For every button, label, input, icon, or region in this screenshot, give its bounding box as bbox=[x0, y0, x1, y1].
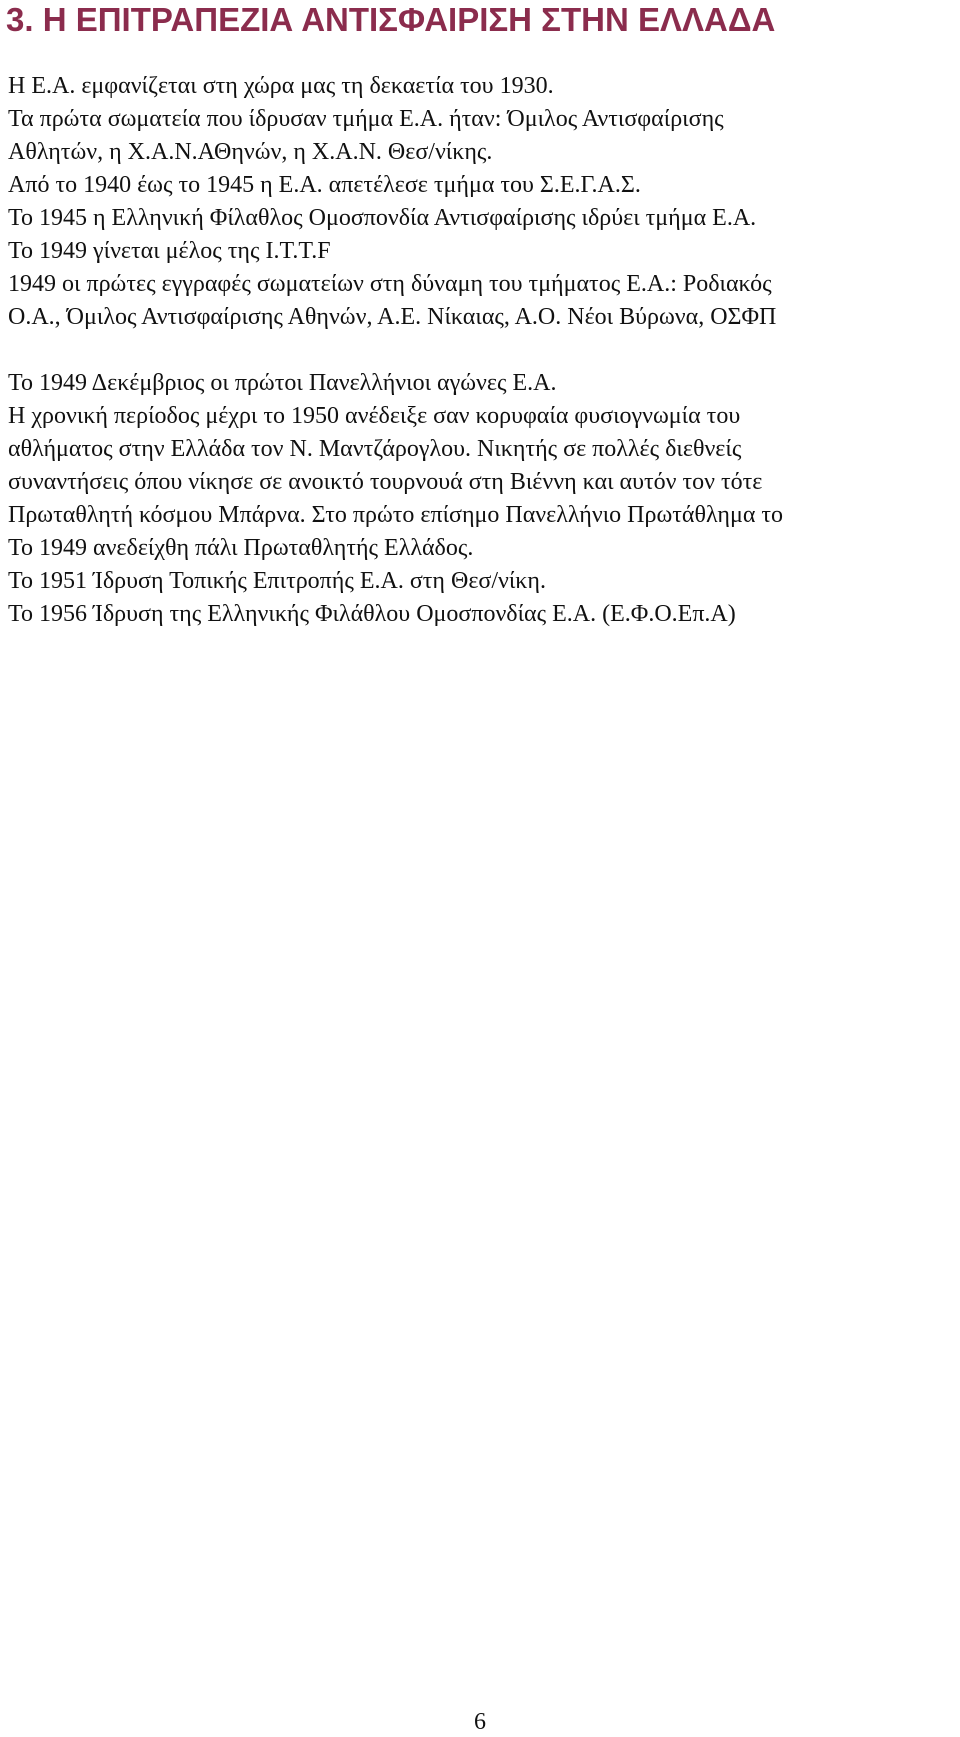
text-line: Το 1949 γίνεται μέλος της Ι.Τ.Τ.F bbox=[8, 238, 331, 264]
text-line: Ο.Α., Όμιλος Αντισφαίρισης Αθηνών, Α.Ε. Νίκαιας, Α.Ο. Νέοι Βύρωνα, ΟΣΦΠ bbox=[8, 304, 777, 330]
text-line: Το 1956 Ίδρυση της Ελληνικής Φιλάθλου Ομοσπονδίας Ε.Α. (Ε.Φ.Ο.Επ.Α) bbox=[8, 601, 736, 627]
text-line: Το 1945 η Ελληνική Φίλαθλος Ομοσπονδία Αντισφαίρισης ιδρύει τμήμα Ε.Α. bbox=[8, 205, 757, 231]
text-line: Τα πρώτα σωματεία που ίδρυσαν τμήμα Ε.Α. ήταν: Όμιλος Αντισφαίρισης bbox=[8, 106, 724, 132]
text-line: Η χρονική περίοδος μέχρι το 1950 ανέδειξε σαν κορυφαία φυσιογνωμία του bbox=[8, 403, 741, 429]
text-line: Το 1949 Δεκέμβριος οι πρώτοι Πανελλήνιοι αγώνες Ε.Α. bbox=[8, 370, 557, 396]
text-line: Από το 1940 έως το 1945 η Ε.Α. απετέλεσε τμήμα του Σ.Ε.Γ.Α.Σ. bbox=[8, 172, 641, 198]
page-number: 6 bbox=[474, 1709, 486, 1735]
text-line: Το 1951 Ίδρυση Τοπικής Επιτροπής Ε.Α. στη Θεσ/νίκη. bbox=[8, 568, 546, 594]
text-line: αθλήματος στην Ελλάδα τον Ν. Μαντζάρογλου. Νικητής σε πολλές διεθνείς bbox=[8, 436, 742, 462]
paragraph-history-intro bbox=[8, 70, 953, 334]
text-line: Αθλητών, η Χ.Α.Ν.ΑΘηνών, η Χ.Α.Ν. Θεσ/νίκης. bbox=[8, 139, 493, 165]
text-line: συναντήσεις όπου νίκησε σε ανοικτό τουρνουά στη Βιέννη και αυτόν τον τότε bbox=[8, 469, 763, 495]
paragraph-gap bbox=[8, 334, 953, 367]
paragraph-history-championships bbox=[8, 367, 953, 631]
text-line: Η Ε.Α. εμφανίζεται στη χώρα μας τη δεκαετία του 1930. bbox=[8, 73, 554, 99]
text-line: Πρωταθλητή κόσμου Μπάρνα. Στο πρώτο επίσημο Πανελλήνιο Πρωτάθλημα το bbox=[8, 502, 784, 528]
text-line: Το 1949 ανεδείχθη πάλι Πρωταθλητής Ελλάδος. bbox=[8, 535, 474, 561]
section-heading: 3. Η ΕΠΙΤΡΑΠΕΖΙΑ ΑΝΤΙΣΦΑΙΡΙΣΗ ΣΤΗΝ ΕΛΛΑΔΑ bbox=[6, 1, 776, 38]
body-text bbox=[8, 70, 953, 631]
text-line: 1949 οι πρώτες εγγραφές σωματείων στη δύναμη του τμήματος Ε.Α.: Ροδιακός bbox=[8, 271, 772, 297]
